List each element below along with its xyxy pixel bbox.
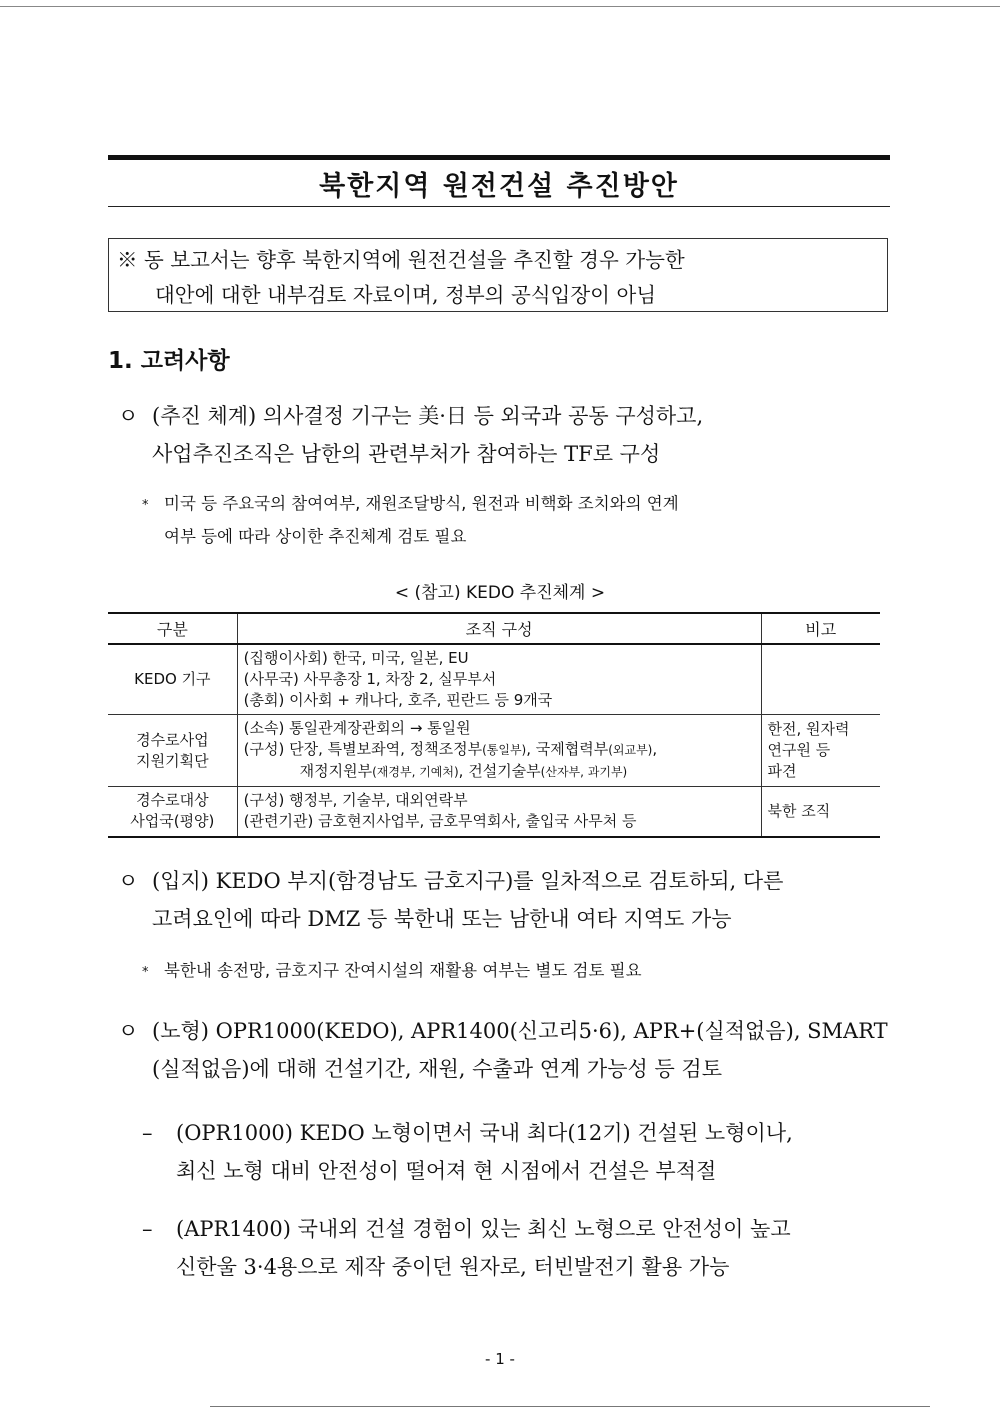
header-organization: 조직 구성 (237, 613, 761, 644)
location-line-1: (입지) KEDO 부지(함경남도 금호지구)를 일차적으로 검토하되, 다른 (152, 869, 784, 893)
row-category: KEDO 기구 (108, 644, 237, 715)
table-row (108, 644, 880, 715)
opr1000-line-1: (OPR1000) KEDO 노형이면서 국내 최다(12기) 건설된 노형이나, (176, 1121, 793, 1145)
apr1400-paragraph (142, 1210, 791, 1286)
reactor-line-1: (노형) OPR1000(KEDO), APR1400(신고리5·6), APR+(실적없음), SMART (152, 1019, 888, 1043)
apr1400-line-1: (APR1400) 국내외 건설 경험이 있는 최신 노형으로 안전성이 높고 (176, 1217, 791, 1241)
org-line: (사무국) 사무총장 1, 차장 2, 실무부서 (243, 670, 497, 688)
note-marker: * (142, 965, 149, 980)
location-note-line-1: 북한내 송전망, 금호지구 잔여시설의 재활용 여부는 별도 검토 필요 (164, 961, 642, 980)
header-category: 구분 (108, 613, 237, 644)
header-remarks: 비고 (761, 613, 880, 644)
dash-marker: – (142, 1121, 153, 1145)
note-marker: * (142, 498, 149, 513)
reactor-line-2: (실적없음)에 대해 건설기간, 재원, 수출과 연계 가능성 등 검토 (152, 1057, 723, 1081)
org-line: (구성) 행정부, 기술부, 대외연락부 (243, 791, 468, 810)
org-line: (소속) 통일관계장관회의 → 통일원 (243, 719, 471, 737)
disclaimer-line-1: ※ 동 보고서는 향후 북한지역에 원전건설을 추진할 경우 가능한 (117, 248, 685, 272)
promotion-line-1: (추진 체계) 의사결정 기구는 美·日 등 외국과 공동 구성하고, (152, 404, 704, 428)
promotion-paragraph (118, 397, 703, 473)
location-paragraph (118, 862, 783, 938)
document-title: 북한지역 원전건설 추진방안 (319, 170, 679, 202)
kedo-structure-table (108, 612, 880, 838)
row-organization (237, 644, 761, 715)
opr1000-line-2: 최신 노형 대비 안전성이 떨어져 현 시점에서 건설은 부적절 (176, 1159, 717, 1183)
org-line: 재정지원부(재경부, 기예처), 건설기술부(산자부, 과기부) (299, 762, 628, 780)
org-line: (집행이사회) 한국, 미국, 일본, EU (243, 649, 469, 667)
bottom-border-line (210, 1406, 930, 1407)
opr1000-paragraph (142, 1114, 793, 1190)
promotion-note-line-1: 미국 등 주요국의 참여여부, 재원조달방식, 원전과 비핵화 조치와의 연계 (164, 494, 679, 513)
disclaimer-line-2: 대안에 대한 내부검토 자료이며, 정부의 공식입장이 아님 (155, 283, 657, 307)
table-row (108, 787, 880, 837)
row-organization (237, 715, 761, 787)
org-line: (총회) 이사회 + 캐나다, 호주, 핀란드 등 9개국 (243, 691, 553, 709)
row-organization (237, 787, 761, 837)
promotion-note-line-2: 여부 등에 따라 상이한 추진체계 검토 필요 (164, 527, 467, 546)
apr1400-line-2: 신한울 3·4용으로 제작 중이던 원자로, 터빈발전기 활용 가능 (176, 1255, 730, 1279)
dash-marker: – (142, 1217, 153, 1241)
table-row (108, 715, 880, 787)
row-remarks (761, 644, 880, 715)
location-note (142, 955, 642, 988)
bullet-marker: ㅇ (118, 404, 139, 428)
reactor-paragraph (118, 1012, 888, 1088)
table-header-row (108, 613, 880, 644)
row-category: 경수로사업 지원기획단 (108, 715, 237, 787)
bullet-marker: ㅇ (118, 1019, 139, 1043)
disclaimer-box (108, 238, 888, 312)
promotion-note (142, 488, 679, 552)
bullet-marker: ㅇ (118, 869, 139, 893)
org-line: (구성) 단장, 특별보좌역, 정책조정부(통일부), 국제협력부(외교부), (243, 740, 658, 758)
section-heading: 1. 고려사항 (108, 348, 230, 374)
row-category: 경수로대상 사업국(평양) (108, 787, 237, 837)
row-remarks: 한전, 원자력 연구원 등 파견 (761, 715, 880, 787)
org-line: (관련기관) 금호현지사업부, 금호무역회사, 출입국 사무처 등 (243, 812, 637, 831)
table-caption: < (참고) KEDO 추진체계 > (394, 583, 606, 603)
location-line-2: 고려요인에 따라 DMZ 등 북한내 또는 남한내 여타 지역도 가능 (152, 907, 732, 931)
page-number: - 1 - (485, 1350, 515, 1368)
title-band (108, 155, 890, 207)
row-remarks: 북한 조직 (761, 787, 880, 837)
promotion-line-2: 사업추진조직은 남한의 관련부처가 참여하는 TF로 구성 (152, 442, 661, 466)
top-border-line (0, 6, 1000, 7)
